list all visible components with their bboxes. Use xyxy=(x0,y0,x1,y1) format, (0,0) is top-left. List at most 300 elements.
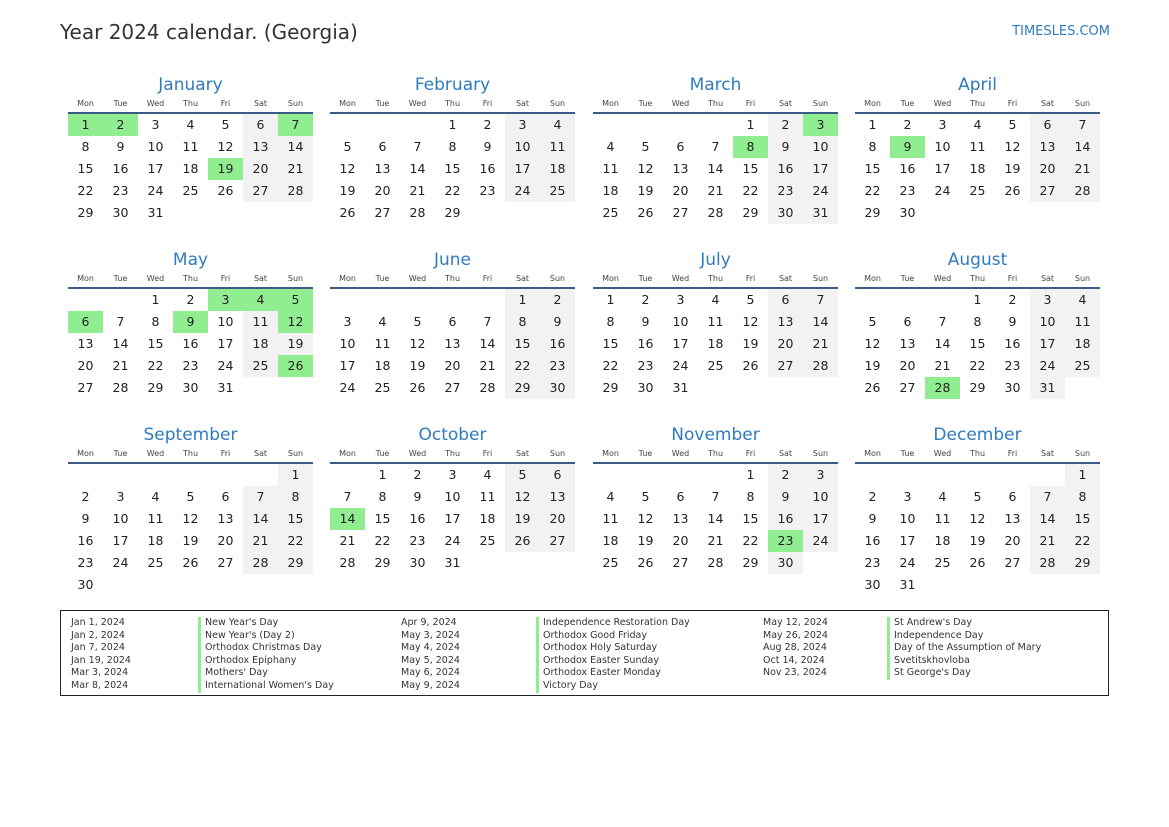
weekday-label: Tue xyxy=(900,449,915,458)
day-cell: 3 xyxy=(448,467,457,482)
empty-cell xyxy=(1030,202,1065,224)
day-cell: 8 xyxy=(606,314,615,329)
weekday-label: Wed xyxy=(671,99,690,108)
holiday-name: Orthodox Christmas Day xyxy=(198,642,334,655)
weekday-label: Fri xyxy=(745,449,756,458)
empty-cell xyxy=(855,464,890,486)
day-cell: 29 xyxy=(602,380,619,395)
day-cell: 23 xyxy=(637,358,654,373)
empty-cell xyxy=(208,464,243,486)
month-name: March xyxy=(689,75,742,95)
month-name: November xyxy=(671,425,760,445)
weekday-label: Sun xyxy=(812,99,829,108)
day-cell: 12 xyxy=(1004,139,1021,154)
holiday-name: Independence Day xyxy=(887,630,1041,643)
day-cell: 4 xyxy=(606,139,615,154)
empty-cell xyxy=(173,464,208,486)
day-cell: 18 xyxy=(969,161,986,176)
day-cell: 21 xyxy=(934,358,951,373)
week-row xyxy=(68,552,313,574)
month-grid xyxy=(855,448,1100,596)
weekday-label: Tue xyxy=(638,274,653,283)
day-cell: 15 xyxy=(505,333,540,355)
weekday-header xyxy=(68,273,313,289)
day-cell: 17 xyxy=(112,533,129,548)
day-cell: 6 xyxy=(540,464,575,486)
day-cell: 4 xyxy=(938,489,947,504)
day-cell: 12 xyxy=(969,511,986,526)
day-cell: 15 xyxy=(278,508,313,530)
day-cell: 21 xyxy=(707,183,724,198)
empty-cell xyxy=(103,289,138,311)
day-cell: 7 xyxy=(711,139,720,154)
day-cell: 10 xyxy=(803,136,838,158)
week-row xyxy=(855,377,1100,399)
holiday-date: May 4, 2024 xyxy=(401,642,460,654)
day-cell: 14 xyxy=(1030,508,1065,530)
day-cell: 2 xyxy=(1008,292,1017,307)
weekday-label: Mon xyxy=(864,99,881,108)
day-cell: 15 xyxy=(374,511,391,526)
day-cell: 18 xyxy=(374,358,391,373)
day-cell: 11 xyxy=(602,511,619,526)
day-cell: 18 xyxy=(147,533,164,548)
weekday-label: Sat xyxy=(778,274,793,283)
weekday-label: Sat xyxy=(515,449,530,458)
month-name: May xyxy=(172,250,209,270)
day-cell: 27 xyxy=(1004,555,1021,570)
day-cell: 20 xyxy=(444,358,461,373)
day-cell: 12 xyxy=(742,314,759,329)
day-cell: 1 xyxy=(151,292,160,307)
day-cell: 9 xyxy=(116,139,125,154)
day-cell: 13 xyxy=(768,311,803,333)
empty-cell xyxy=(278,377,313,399)
day-cell: 15 xyxy=(969,336,986,351)
empty-cell xyxy=(960,574,995,596)
day-cell: 5 xyxy=(641,139,650,154)
empty-cell xyxy=(470,552,505,574)
weekday-label: Thu xyxy=(444,99,461,108)
day-cell: 4 xyxy=(1065,289,1100,311)
empty-cell xyxy=(925,202,960,224)
day-cell: 1 xyxy=(505,289,540,311)
month-august xyxy=(855,249,1100,399)
week-row xyxy=(330,180,575,202)
holiday-date: Mar 3, 2024 xyxy=(71,667,129,679)
day-cell: 14 xyxy=(803,311,838,333)
day-cell: 22 xyxy=(864,183,881,198)
day-cell: 13 xyxy=(899,336,916,351)
day-cell: 20 xyxy=(899,358,916,373)
day-cell: 14 xyxy=(330,508,365,530)
day-cell: 15 xyxy=(444,161,461,176)
weekday-label: Tue xyxy=(638,99,653,108)
week-row xyxy=(593,486,838,508)
day-cell: 26 xyxy=(409,380,426,395)
day-cell: 18 xyxy=(934,533,951,548)
day-cell: 17 xyxy=(505,158,540,180)
empty-cell xyxy=(138,574,173,596)
month-july xyxy=(593,249,838,399)
day-cell: 6 xyxy=(448,314,457,329)
day-cell: 5 xyxy=(1008,117,1017,132)
week-row xyxy=(68,530,313,552)
weekday-label: Fri xyxy=(1007,274,1018,283)
day-cell: 21 xyxy=(278,158,313,180)
holiday-name: International Women's Day xyxy=(198,680,334,693)
day-cell: 9 xyxy=(641,314,650,329)
weekday-label: Sat xyxy=(515,99,530,108)
day-cell: 6 xyxy=(676,139,685,154)
day-cell: 21 xyxy=(339,533,356,548)
holiday-name: New Year's Day xyxy=(198,617,334,630)
day-cell: 29 xyxy=(77,205,94,220)
weekday-label: Tue xyxy=(375,99,390,108)
day-cell: 1 xyxy=(973,292,982,307)
day-cell: 26 xyxy=(637,555,654,570)
holiday-date: May 26, 2024 xyxy=(763,629,828,641)
weekday-label: Thu xyxy=(707,274,724,283)
weekday-label: Tue xyxy=(375,274,390,283)
day-cell: 7 xyxy=(278,114,313,136)
day-cell: 25 xyxy=(374,380,391,395)
day-cell: 31 xyxy=(672,380,689,395)
empty-cell xyxy=(470,289,505,311)
day-cell: 26 xyxy=(278,355,313,377)
day-cell: 6 xyxy=(903,314,912,329)
weekday-label: Mon xyxy=(864,449,881,458)
month-grid xyxy=(330,448,575,574)
day-cell: 25 xyxy=(602,555,619,570)
day-cell: 12 xyxy=(864,336,881,351)
weekday-label: Sun xyxy=(287,449,304,458)
day-cell: 20 xyxy=(243,158,278,180)
weekday-label: Tue xyxy=(113,274,128,283)
empty-cell xyxy=(103,574,138,596)
week-row xyxy=(68,377,313,399)
day-cell: 5 xyxy=(413,314,422,329)
day-cell: 7 xyxy=(343,489,352,504)
empty-cell xyxy=(1065,202,1100,224)
holiday-name: Victory Day xyxy=(536,680,690,693)
day-cell: 14 xyxy=(1065,136,1100,158)
day-cell: 10 xyxy=(112,511,129,526)
holiday-name: Orthodox Good Friday xyxy=(536,630,690,643)
day-cell: 25 xyxy=(147,555,164,570)
day-cell: 2 xyxy=(903,117,912,132)
week-row xyxy=(855,508,1100,530)
empty-cell xyxy=(243,464,278,486)
weekday-label: Sat xyxy=(778,449,793,458)
day-cell: 25 xyxy=(479,533,496,548)
month-name: December xyxy=(933,425,1022,445)
day-cell: 29 xyxy=(969,380,986,395)
day-cell: 30 xyxy=(768,202,803,224)
holiday-name: Orthodox Easter Monday xyxy=(536,667,690,680)
day-cell: 11 xyxy=(969,139,986,154)
day-cell: 21 xyxy=(707,533,724,548)
day-cell: 12 xyxy=(409,336,426,351)
empty-cell xyxy=(628,464,663,486)
weekday-label: Tue xyxy=(900,99,915,108)
day-cell: 1 xyxy=(448,117,457,132)
day-cell: 18 xyxy=(182,161,199,176)
weekday-label: Sun xyxy=(1074,449,1091,458)
day-cell: 6 xyxy=(378,139,387,154)
day-cell: 22 xyxy=(444,183,461,198)
empty-cell xyxy=(470,202,505,224)
holiday-name: Mothers' Day xyxy=(198,667,334,680)
week-row xyxy=(855,355,1100,377)
day-cell: 22 xyxy=(602,358,619,373)
day-cell: 12 xyxy=(505,486,540,508)
day-cell: 26 xyxy=(217,183,234,198)
day-cell: 27 xyxy=(672,205,689,220)
week-row xyxy=(593,158,838,180)
day-cell: 31 xyxy=(899,577,916,592)
week-row xyxy=(68,464,313,486)
week-row xyxy=(330,202,575,224)
day-cell: 19 xyxy=(409,358,426,373)
empty-cell xyxy=(173,574,208,596)
day-cell: 3 xyxy=(1030,289,1065,311)
day-cell: 16 xyxy=(637,336,654,351)
day-cell: 27 xyxy=(768,355,803,377)
day-cell: 15 xyxy=(742,161,759,176)
day-cell: 11 xyxy=(243,311,278,333)
empty-cell xyxy=(855,289,890,311)
page-title: Year 2024 calendar. (Georgia) xyxy=(60,20,358,44)
week-row xyxy=(855,530,1100,552)
day-cell: 4 xyxy=(151,489,160,504)
day-cell: 30 xyxy=(182,380,199,395)
day-cell: 23 xyxy=(768,530,803,552)
day-cell: 28 xyxy=(278,180,313,202)
day-cell: 24 xyxy=(1030,355,1065,377)
month-grid xyxy=(68,273,313,399)
weekday-label: Sat xyxy=(1040,274,1055,283)
weekday-header xyxy=(68,448,313,464)
day-cell: 6 xyxy=(221,489,230,504)
day-cell: 4 xyxy=(973,117,982,132)
day-cell: 8 xyxy=(278,486,313,508)
month-june xyxy=(330,249,575,399)
day-cell: 29 xyxy=(1065,552,1100,574)
weekday-label: Mon xyxy=(339,449,356,458)
day-cell: 10 xyxy=(444,489,461,504)
day-cell: 20 xyxy=(672,183,689,198)
weekday-label: Tue xyxy=(113,449,128,458)
empty-cell xyxy=(890,464,925,486)
week-row xyxy=(593,464,838,486)
day-cell: 30 xyxy=(1004,380,1021,395)
day-cell: 5 xyxy=(186,489,195,504)
holiday-date: May 5, 2024 xyxy=(401,654,460,666)
day-cell: 23 xyxy=(409,533,426,548)
day-cell: 17 xyxy=(934,161,951,176)
week-row xyxy=(68,486,313,508)
day-cell: 22 xyxy=(969,358,986,373)
day-cell: 29 xyxy=(374,555,391,570)
day-cell: 8 xyxy=(448,139,457,154)
day-cell: 30 xyxy=(77,577,94,592)
day-cell: 23 xyxy=(112,183,129,198)
day-cell: 16 xyxy=(77,533,94,548)
day-cell: 4 xyxy=(483,467,492,482)
day-cell: 2 xyxy=(540,289,575,311)
day-cell: 13 xyxy=(672,161,689,176)
day-cell: 7 xyxy=(243,486,278,508)
legend-dates-column xyxy=(763,617,828,680)
day-cell: 10 xyxy=(1030,311,1065,333)
month-name: September xyxy=(143,425,238,445)
week-row xyxy=(330,114,575,136)
day-cell: 20 xyxy=(217,533,234,548)
weekday-label: Mon xyxy=(77,99,94,108)
day-cell: 19 xyxy=(637,533,654,548)
day-cell: 6 xyxy=(1008,489,1017,504)
weekday-label: Sat xyxy=(1040,449,1055,458)
week-row xyxy=(330,355,575,377)
month-name: February xyxy=(414,75,491,95)
day-cell: 1 xyxy=(746,117,755,132)
weekday-label: Sun xyxy=(549,274,566,283)
week-row xyxy=(855,552,1100,574)
day-cell: 26 xyxy=(969,555,986,570)
day-cell: 8 xyxy=(973,314,982,329)
empty-cell xyxy=(803,377,838,399)
day-cell: 28 xyxy=(1065,180,1100,202)
weekday-label: Thu xyxy=(707,99,724,108)
day-cell: 31 xyxy=(217,380,234,395)
day-cell: 27 xyxy=(540,530,575,552)
day-cell: 12 xyxy=(339,161,356,176)
day-cell: 28 xyxy=(409,205,426,220)
empty-cell xyxy=(768,377,803,399)
weekday-label: Sun xyxy=(1074,99,1091,108)
day-cell: 23 xyxy=(1004,358,1021,373)
day-cell: 17 xyxy=(339,358,356,373)
day-cell: 13 xyxy=(374,161,391,176)
day-cell: 10 xyxy=(217,314,234,329)
day-cell: 5 xyxy=(505,464,540,486)
month-grid xyxy=(855,273,1100,399)
day-cell: 20 xyxy=(672,533,689,548)
month-october xyxy=(330,424,575,574)
day-cell: 24 xyxy=(803,180,838,202)
empty-cell xyxy=(173,202,208,224)
day-cell: 15 xyxy=(864,161,881,176)
day-cell: 29 xyxy=(742,555,759,570)
day-cell: 30 xyxy=(864,577,881,592)
day-cell: 21 xyxy=(243,530,278,552)
weekday-label: Fri xyxy=(1007,99,1018,108)
weekday-label: Fri xyxy=(220,274,231,283)
week-row xyxy=(68,136,313,158)
day-cell: 2 xyxy=(413,467,422,482)
day-cell: 3 xyxy=(343,314,352,329)
weekday-label: Sat xyxy=(253,99,268,108)
empty-cell xyxy=(698,464,733,486)
day-cell: 14 xyxy=(409,161,426,176)
day-cell: 22 xyxy=(77,183,94,198)
empty-cell xyxy=(593,464,628,486)
day-cell: 11 xyxy=(1065,311,1100,333)
day-cell: 20 xyxy=(768,333,803,355)
day-cell: 24 xyxy=(505,180,540,202)
site-link[interactable]: TIMESLES.COM xyxy=(1012,24,1110,39)
day-cell: 4 xyxy=(186,117,195,132)
weekday-label: Fri xyxy=(220,449,231,458)
holiday-name: St George's Day xyxy=(887,667,1041,680)
empty-cell xyxy=(330,464,365,486)
day-cell: 3 xyxy=(676,292,685,307)
weekday-header xyxy=(855,98,1100,114)
day-cell: 8 xyxy=(733,136,768,158)
week-row xyxy=(855,180,1100,202)
empty-cell xyxy=(925,289,960,311)
day-cell: 8 xyxy=(746,489,755,504)
weekday-label: Mon xyxy=(864,274,881,283)
day-cell: 25 xyxy=(182,183,199,198)
day-cell: 26 xyxy=(637,205,654,220)
week-row xyxy=(855,464,1100,486)
week-row xyxy=(68,158,313,180)
day-cell: 17 xyxy=(803,508,838,530)
weekday-label: Thu xyxy=(182,99,199,108)
empty-cell xyxy=(540,202,575,224)
day-cell: 30 xyxy=(112,205,129,220)
weekday-label: Thu xyxy=(969,99,986,108)
empty-cell xyxy=(628,114,663,136)
empty-cell xyxy=(995,464,1030,486)
weekday-header xyxy=(855,273,1100,289)
day-cell: 30 xyxy=(637,380,654,395)
day-cell: 7 xyxy=(938,314,947,329)
week-row xyxy=(593,114,838,136)
week-row xyxy=(593,355,838,377)
holiday-date: Mar 8, 2024 xyxy=(71,679,129,691)
month-name: April xyxy=(958,75,997,95)
empty-cell xyxy=(698,114,733,136)
day-cell: 24 xyxy=(147,183,164,198)
day-cell: 1 xyxy=(278,464,313,486)
empty-cell xyxy=(540,552,575,574)
day-cell: 28 xyxy=(243,552,278,574)
week-row xyxy=(855,333,1100,355)
month-name: August xyxy=(947,250,1008,270)
day-cell: 25 xyxy=(1065,355,1100,377)
week-row xyxy=(68,333,313,355)
empty-cell xyxy=(995,202,1030,224)
day-cell: 27 xyxy=(77,380,94,395)
weekday-header xyxy=(593,273,838,289)
day-cell: 6 xyxy=(676,489,685,504)
day-cell: 2 xyxy=(483,117,492,132)
weekday-label: Wed xyxy=(933,449,952,458)
week-row xyxy=(68,508,313,530)
week-row xyxy=(330,508,575,530)
holiday-name: New Year's (Day 2) xyxy=(198,630,334,643)
weekday-header xyxy=(855,448,1100,464)
day-cell: 25 xyxy=(969,183,986,198)
day-cell: 5 xyxy=(973,489,982,504)
day-cell: 9 xyxy=(890,136,925,158)
week-row xyxy=(593,377,838,399)
week-row xyxy=(68,311,313,333)
weekday-label: Sun xyxy=(549,99,566,108)
